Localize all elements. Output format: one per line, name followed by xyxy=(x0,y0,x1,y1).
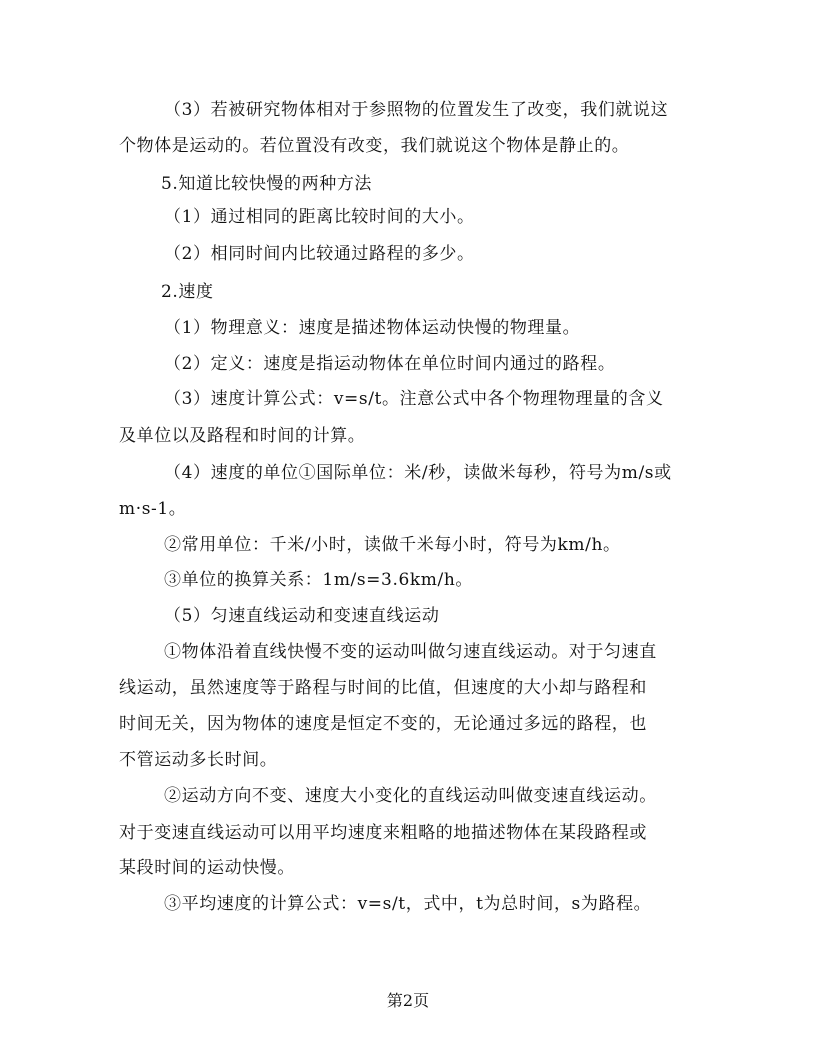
text-line: 个物体是运动的。若位置没有改变，我们就说这个物体是静止的。 xyxy=(119,136,630,156)
text-line: ②常用单位：千米/小时，读做千米每小时，符号为km/h。 xyxy=(164,535,621,555)
text-line: 某段时间的运动快慢。 xyxy=(119,858,295,878)
section-heading: 5.知道比较快慢的两种方法 xyxy=(161,174,373,194)
text-line: 时间无关，因为物体的速度是恒定不变的，无论通过多远的路程，也 xyxy=(119,714,647,734)
section-heading: （5）匀速直线运动和变速直线运动 xyxy=(164,606,440,626)
text-line: ②运动方向不变、速度大小变化的直线运动叫做变速直线运动。 xyxy=(164,786,657,806)
text-line: 不管运动多长时间。 xyxy=(119,750,278,770)
text-line: （4）速度的单位①国际单位：米/秒，读做米每秒，符号为m/s或 xyxy=(164,463,672,483)
section-heading: 2.速度 xyxy=(161,282,214,302)
text-line: m·s-1。 xyxy=(119,499,187,519)
text-line: ①物体沿着直线快慢不变的运动叫做匀速直线运动。对于匀速直 xyxy=(164,642,657,662)
text-line: （3）速度计算公式：v=s/t。注意公式中各个物理物理量的含义 xyxy=(164,389,664,409)
text-line: 对于变速直线运动可以用平均速度来粗略的地描述物体在某段路程或 xyxy=(119,823,647,843)
text-line: （2）定义：速度是指运动物体在单位时间内通过的路程。 xyxy=(164,354,616,374)
text-line: （2）相同时间内比较通过路程的多少。 xyxy=(164,244,475,264)
text-line: 及单位以及路程和时间的计算。 xyxy=(119,426,366,446)
text-line: （1）物理意义：速度是描述物体运动快慢的物理量。 xyxy=(164,318,581,338)
text-line: （3）若被研究物体相对于参照物的位置发生了改变，我们就说这 xyxy=(164,100,669,120)
page-number: 第2页 xyxy=(386,991,430,1010)
text-line: ③平均速度的计算公式：v=s/t，式中，t为总时间，s为路程。 xyxy=(164,894,652,914)
text-line: 线运动，虽然速度等于路程与时间的比值，但速度的大小却与路程和 xyxy=(119,678,647,698)
text-line: ③单位的换算关系：1m/s=3.6km/h。 xyxy=(164,570,473,590)
text-line: （1）通过相同的距离比较时间的大小。 xyxy=(164,207,475,227)
